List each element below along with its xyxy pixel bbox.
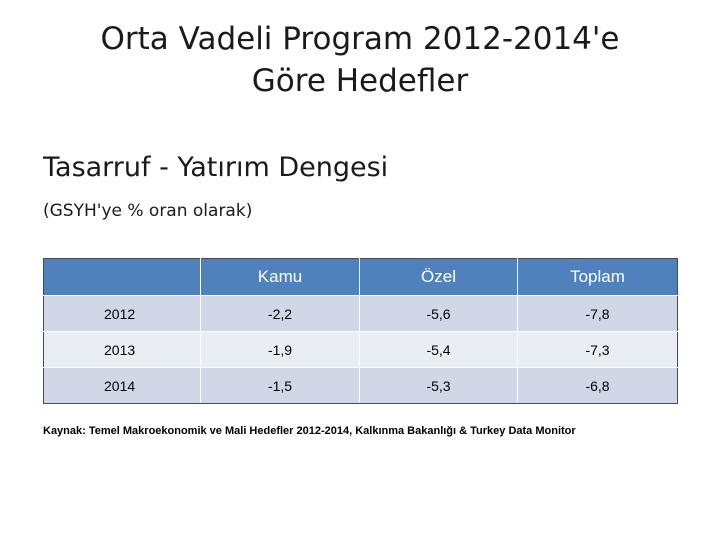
kamu-cell: -1,9: [201, 332, 360, 368]
table-header-row: [44, 259, 678, 296]
toplam-cell: -7,3: [518, 332, 678, 368]
kamu-cell: -2,2: [201, 296, 360, 332]
toplam-cell: -6,8: [518, 368, 678, 404]
header-cell-empty: [44, 259, 201, 296]
unit-note: (GSYH'ye % oran olarak): [43, 201, 253, 221]
table-row: [44, 368, 678, 404]
source-note: Kaynak: Temel Makroekonomik ve Mali Hedefler 2012-2014, Kalkınma Bakanlığı & Turkey Data Monitor: [43, 425, 576, 437]
ozel-cell: -5,3: [360, 368, 518, 404]
table-row: [44, 296, 678, 332]
slide-title-line-2: Göre Hedefler: [251, 63, 469, 99]
table-row: [44, 332, 678, 368]
section-heading: Tasarruf - Yatırım Dengesi: [43, 152, 389, 183]
toplam-cell: -7,8: [518, 296, 678, 332]
year-cell: 2012: [44, 296, 201, 332]
balance-table: [43, 258, 678, 404]
header-cell-kamu: Kamu: [201, 259, 360, 296]
kamu-cell: -1,5: [201, 368, 360, 404]
year-cell: 2014: [44, 368, 201, 404]
ozel-cell: -5,6: [360, 296, 518, 332]
slide-title-line-1: Orta Vadeli Program 2012-2014'e: [100, 21, 620, 57]
slide-title: [0, 18, 720, 102]
header-cell-ozel: Özel: [360, 259, 518, 296]
year-cell: 2013: [44, 332, 201, 368]
ozel-cell: -5,4: [360, 332, 518, 368]
header-cell-toplam: Toplam: [518, 259, 678, 296]
